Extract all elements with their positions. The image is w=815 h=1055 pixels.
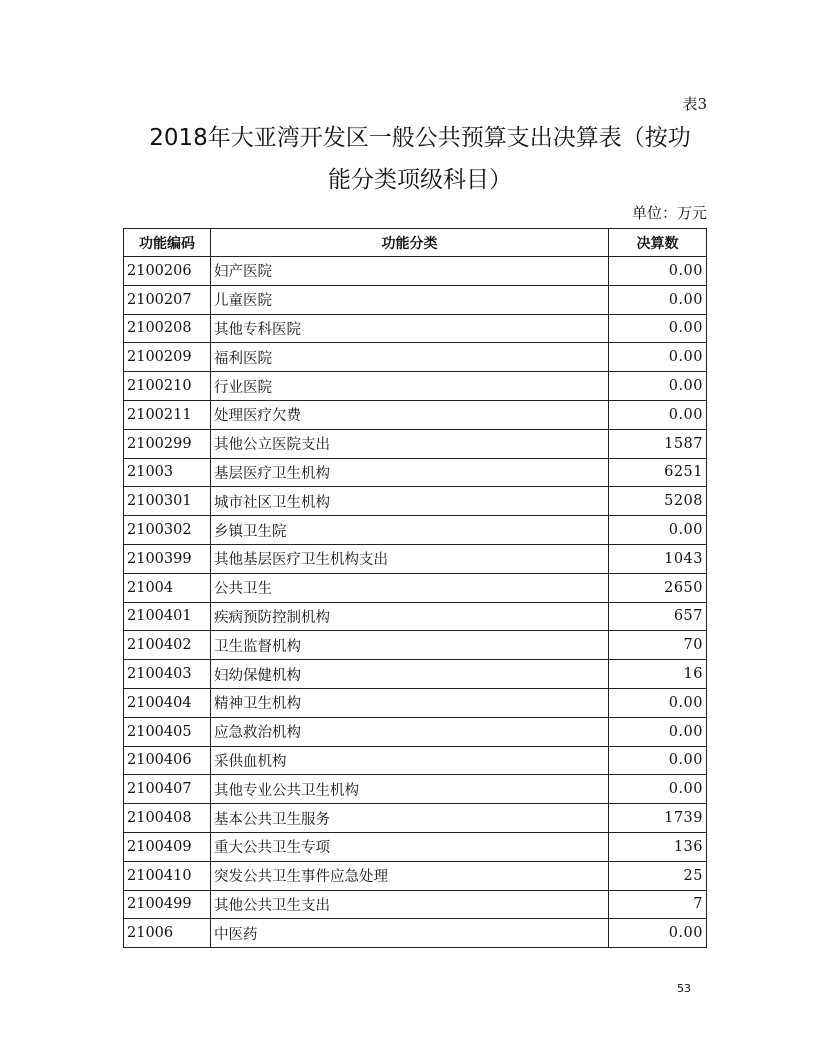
cell-amount: 70 (609, 631, 707, 660)
cell-code: 2100299 (124, 429, 211, 458)
cell-amount: 1587 (609, 429, 707, 458)
cell-amount: 0.00 (609, 516, 707, 545)
table-label: 表3 (682, 95, 707, 113)
cell-name: 其他专科医院 (211, 314, 609, 343)
cell-code: 2100407 (124, 775, 211, 804)
cell-amount: 0.00 (609, 285, 707, 314)
cell-name: 乡镇卫生院 (211, 516, 609, 545)
table-row (124, 343, 707, 372)
cell-amount: 7 (609, 890, 707, 919)
table-row (124, 890, 707, 919)
table-row (124, 458, 707, 487)
cell-name: 突发公共卫生事件应急处理 (211, 861, 609, 890)
cell-code: 2100410 (124, 861, 211, 890)
cell-amount: 5208 (609, 487, 707, 516)
table-body (124, 257, 707, 948)
cell-name: 其他基层医疗卫生机构支出 (211, 544, 609, 573)
cell-amount: 657 (609, 602, 707, 631)
cell-code: 2100302 (124, 516, 211, 545)
cell-code: 2100404 (124, 688, 211, 717)
cell-code: 2100408 (124, 804, 211, 833)
cell-name: 精神卫生机构 (211, 688, 609, 717)
cell-code: 2100406 (124, 746, 211, 775)
cell-name: 福利医院 (211, 343, 609, 372)
table-row (124, 746, 707, 775)
table-row (124, 573, 707, 602)
cell-amount: 25 (609, 861, 707, 890)
cell-name: 公共卫生 (211, 573, 609, 602)
table-row (124, 487, 707, 516)
table-row (124, 544, 707, 573)
cell-amount: 1739 (609, 804, 707, 833)
cell-code: 2100301 (124, 487, 211, 516)
table-row (124, 314, 707, 343)
cell-amount: 0.00 (609, 775, 707, 804)
cell-name: 行业医院 (211, 372, 609, 401)
cell-name: 基本公共卫生服务 (211, 804, 609, 833)
cell-amount: 0.00 (609, 257, 707, 286)
cell-name: 应急救治机构 (211, 717, 609, 746)
table-row (124, 516, 707, 545)
table-row (124, 257, 707, 286)
cell-name: 疾病预防控制机构 (211, 602, 609, 631)
cell-amount: 0.00 (609, 372, 707, 401)
cell-code: 2100206 (124, 257, 211, 286)
header-name: 功能分类 (211, 229, 609, 257)
header-code: 功能编码 (124, 229, 211, 257)
cell-name: 处理医疗欠费 (211, 400, 609, 429)
cell-code: 21003 (124, 458, 211, 487)
cell-name: 其他公立医院支出 (211, 429, 609, 458)
table-row (124, 861, 707, 890)
cell-code: 2100210 (124, 372, 211, 401)
cell-code: 21004 (124, 573, 211, 602)
page-title-line-2: 能分类项级科目） (328, 167, 512, 193)
cell-name: 基层医疗卫生机构 (211, 458, 609, 487)
table-row (124, 804, 707, 833)
cell-code: 2100403 (124, 660, 211, 689)
cell-amount: 0.00 (609, 314, 707, 343)
page-number: 53 (677, 982, 691, 995)
cell-amount: 0.00 (609, 343, 707, 372)
cell-amount: 0.00 (609, 746, 707, 775)
cell-code: 2100207 (124, 285, 211, 314)
cell-name: 妇产医院 (211, 257, 609, 286)
table-row (124, 429, 707, 458)
cell-name: 采供血机构 (211, 746, 609, 775)
cell-amount: 16 (609, 660, 707, 689)
cell-code: 2100409 (124, 832, 211, 861)
cell-amount: 6251 (609, 458, 707, 487)
cell-name: 城市社区卫生机构 (211, 487, 609, 516)
budget-table (123, 228, 707, 948)
cell-code: 2100211 (124, 400, 211, 429)
table-row (124, 602, 707, 631)
page-title-line-1: 2018年大亚湾开发区一般公共预算支出决算表（按功 (149, 125, 691, 151)
cell-code: 2100399 (124, 544, 211, 573)
cell-name: 妇幼保健机构 (211, 660, 609, 689)
cell-name: 中医药 (211, 919, 609, 948)
table-row (124, 919, 707, 948)
table-row (124, 285, 707, 314)
table-row (124, 660, 707, 689)
cell-name: 重大公共卫生专项 (211, 832, 609, 861)
table-row (124, 372, 707, 401)
cell-code: 2100208 (124, 314, 211, 343)
table-row (124, 775, 707, 804)
table-row (124, 631, 707, 660)
cell-code: 2100405 (124, 717, 211, 746)
table-row (124, 400, 707, 429)
cell-code: 2100402 (124, 631, 211, 660)
cell-amount: 0.00 (609, 919, 707, 948)
cell-code: 21006 (124, 919, 211, 948)
cell-amount: 0.00 (609, 400, 707, 429)
table-row (124, 688, 707, 717)
unit-label: 单位：万元 (631, 204, 707, 222)
header-amount: 决算数 (609, 229, 707, 257)
cell-name: 其他公共卫生支出 (211, 890, 609, 919)
cell-name: 儿童医院 (211, 285, 609, 314)
cell-name: 卫生监督机构 (211, 631, 609, 660)
cell-code: 2100209 (124, 343, 211, 372)
cell-name: 其他专业公共卫生机构 (211, 775, 609, 804)
cell-amount: 0.00 (609, 717, 707, 746)
cell-amount: 2650 (609, 573, 707, 602)
cell-amount: 1043 (609, 544, 707, 573)
table-row (124, 832, 707, 861)
table-header-row (124, 229, 707, 257)
cell-code: 2100499 (124, 890, 211, 919)
table-row (124, 717, 707, 746)
cell-code: 2100401 (124, 602, 211, 631)
cell-amount: 136 (609, 832, 707, 861)
cell-amount: 0.00 (609, 688, 707, 717)
